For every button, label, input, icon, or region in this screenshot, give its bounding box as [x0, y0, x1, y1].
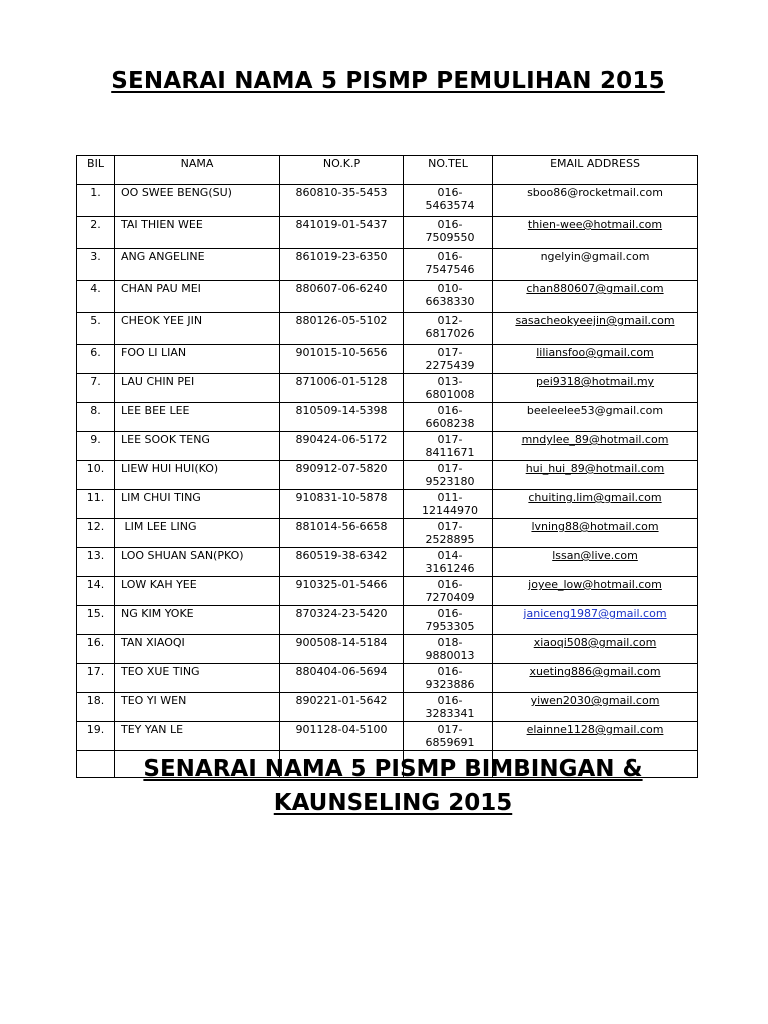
cell-bil: 9.	[77, 432, 115, 461]
cell-notel	[404, 606, 493, 635]
email-link[interactable]: thien-wee@hotmail.com	[527, 218, 663, 231]
cell-nokp: 900508-14-5184	[280, 635, 404, 664]
tel-line-2: 8411671	[425, 446, 475, 459]
cell-notel	[404, 490, 493, 519]
cell-nokp: 890912-07-5820	[280, 461, 404, 490]
cell-bil: 17.	[77, 664, 115, 693]
tel-line-1: 016-	[437, 218, 463, 231]
cell-notel	[404, 217, 493, 249]
table-row	[77, 281, 698, 313]
cell-nokp: 861019-23-6350	[280, 249, 404, 281]
tel-line-1: 017-	[437, 433, 463, 446]
page-title: SENARAI NAMA 5 PISMP PEMULIHAN 2015	[111, 68, 665, 94]
cell-nama: OO SWEE BENG(SU)	[115, 185, 280, 217]
tel-line-1: 016-	[437, 665, 463, 678]
cell-notel	[404, 185, 493, 217]
email-link: ngelyin@gmail.com	[540, 250, 650, 263]
tel-line-1: 017-	[437, 462, 463, 475]
cell-bil: 1.	[77, 185, 115, 217]
email-link[interactable]: janiceng1987@gmail.com	[523, 607, 667, 620]
email-link[interactable]: chan880607@gmail.com	[526, 282, 664, 295]
cell-notel	[404, 577, 493, 606]
tel-line-1: 012-	[437, 314, 463, 327]
cell-email	[493, 403, 698, 432]
email-link: sboo86@rocketmail.com	[527, 186, 663, 199]
cell-nokp: 901128-04-5100	[280, 722, 404, 751]
tel-line-2: 6638330	[425, 295, 475, 308]
table-row	[77, 403, 698, 432]
email-link[interactable]: yiwen2030@gmail.com	[530, 694, 660, 707]
tel-line-2: 7547546	[425, 263, 475, 276]
cell-bil: 4.	[77, 281, 115, 313]
cell-nokp: 810509-14-5398	[280, 403, 404, 432]
cell-nokp: 890221-01-5642	[280, 693, 404, 722]
table-row	[77, 249, 698, 281]
cell-email	[493, 345, 698, 374]
cell-nama: TEY YAN LE	[115, 722, 280, 751]
cell-nokp: 881014-56-6658	[280, 519, 404, 548]
student-list-table	[76, 155, 698, 778]
cell-nokp: 880126-05-5102	[280, 313, 404, 345]
cell-nama: LIM LEE LING	[115, 519, 280, 548]
cell-email	[493, 722, 698, 751]
cell-email	[493, 606, 698, 635]
cell-nokp: 880404-06-5694	[280, 664, 404, 693]
cell-notel	[404, 461, 493, 490]
table-row	[77, 345, 698, 374]
cell-bil: 7.	[77, 374, 115, 403]
cell-notel	[404, 664, 493, 693]
table-row	[77, 693, 698, 722]
cell-bil: 11.	[77, 490, 115, 519]
tel-line-2: 7953305	[425, 620, 475, 633]
cell-email	[493, 313, 698, 345]
cell-nama: LOW KAH YEE	[115, 577, 280, 606]
cell-email	[493, 374, 698, 403]
tel-line-2: 2528895	[425, 533, 475, 546]
tel-line-1: 016-	[437, 250, 463, 263]
cell-bil: 6.	[77, 345, 115, 374]
email-link[interactable]: mndylee_89@hotmail.com	[521, 433, 669, 446]
header-nokp: NO.K.P	[280, 156, 404, 185]
tel-line-2: 9323886	[425, 678, 475, 691]
email-link[interactable]: pei9318@hotmail.my	[535, 375, 655, 388]
cell-nama: FOO LI LIAN	[115, 345, 280, 374]
table-row	[77, 548, 698, 577]
table-row	[77, 432, 698, 461]
cell-email	[493, 548, 698, 577]
cell-email	[493, 249, 698, 281]
tel-line-1: 017-	[437, 723, 463, 736]
cell-nokp: 870324-23-5420	[280, 606, 404, 635]
email-link[interactable]: liliansfoo@gmail.com	[536, 346, 654, 359]
second-title-line2: KAUNSELING 2015	[273, 790, 513, 816]
cell-email	[493, 519, 698, 548]
cell-email	[493, 217, 698, 249]
cell-email	[493, 490, 698, 519]
cell-nama: LIM CHUI TING	[115, 490, 280, 519]
table-row	[77, 490, 698, 519]
cell-bil: 2.	[77, 217, 115, 249]
cell-nama: CHAN PAU MEI	[115, 281, 280, 313]
cell-notel	[404, 345, 493, 374]
cell-nama: NG KIM YOKE	[115, 606, 280, 635]
cell-bil: 15.	[77, 606, 115, 635]
tel-line-1: 016-	[437, 404, 463, 417]
cell-notel	[404, 519, 493, 548]
cell-bil: 10.	[77, 461, 115, 490]
cell-bil: 19.	[77, 722, 115, 751]
table-row	[77, 313, 698, 345]
cell-nokp: 880607-06-6240	[280, 281, 404, 313]
cell-notel	[404, 548, 493, 577]
cell-nokp: 901015-10-5656	[280, 345, 404, 374]
cell-email	[493, 635, 698, 664]
cell-nokp: 910325-01-5466	[280, 577, 404, 606]
cell-nama: LEE BEE LEE	[115, 403, 280, 432]
tel-line-1: 016-	[437, 607, 463, 620]
cell-bil: 14.	[77, 577, 115, 606]
tel-line-2: 9880013	[425, 649, 475, 662]
header-nama: NAMA	[115, 156, 280, 185]
tel-line-2: 6817026	[425, 327, 475, 340]
table-row	[77, 519, 698, 548]
cell-bil: 3.	[77, 249, 115, 281]
table-row	[77, 722, 698, 751]
cell-bil: 13.	[77, 548, 115, 577]
cell-nama: TAI THIEN WEE	[115, 217, 280, 249]
tel-line-2: 6608238	[425, 417, 475, 430]
cell-email	[493, 461, 698, 490]
cell-email	[493, 432, 698, 461]
cell-nokp: 910831-10-5878	[280, 490, 404, 519]
cell-bil: 5.	[77, 313, 115, 345]
tel-line-1: 016-	[437, 578, 463, 591]
email-link[interactable]: lvning88@hotmail.com	[531, 520, 659, 533]
table-row	[77, 185, 698, 217]
cell-nama: TEO YI WEN	[115, 693, 280, 722]
table-row	[77, 664, 698, 693]
cell-notel	[404, 313, 493, 345]
table-body	[77, 185, 698, 778]
second-title-line1: SENARAI NAMA 5 PISMP BIMBINGAN &	[143, 756, 643, 782]
tel-line-2: 3283341	[425, 707, 475, 720]
tel-line-2: 5463574	[425, 199, 475, 212]
tel-line-2: 7509550	[425, 231, 475, 244]
tel-line-1: 014-	[437, 549, 463, 562]
cell-bil: 8.	[77, 403, 115, 432]
cell-bil: 16.	[77, 635, 115, 664]
tel-line-1: 010-	[437, 282, 463, 295]
table-row	[77, 217, 698, 249]
header-bil: BIL	[77, 156, 115, 185]
cell-nama: ANG ANGELINE	[115, 249, 280, 281]
cell-nokp: 890424-06-5172	[280, 432, 404, 461]
tel-line-1: 017-	[437, 520, 463, 533]
table-row	[77, 461, 698, 490]
header-email: EMAIL ADDRESS	[493, 156, 698, 185]
cell-nokp: 860519-38-6342	[280, 548, 404, 577]
cell-nama: LEE SOOK TENG	[115, 432, 280, 461]
cell-nama: LIEW HUI HUI(KO)	[115, 461, 280, 490]
tel-line-2: 9523180	[425, 475, 475, 488]
email-link[interactable]: hui_hui_89@hotmail.com	[525, 462, 665, 475]
cell-nokp: 871006-01-5128	[280, 374, 404, 403]
tel-line-1: 013-	[437, 375, 463, 388]
cell-email	[493, 693, 698, 722]
header-notel: NO.TEL	[404, 156, 493, 185]
cell-nama: TEO XUE TING	[115, 664, 280, 693]
email-link[interactable]: elainne1128@gmail.com	[526, 723, 664, 736]
tel-line-2: 6859691	[425, 736, 475, 749]
cell-nama: LAU CHIN PEI	[115, 374, 280, 403]
cell-notel	[404, 374, 493, 403]
tel-line-2: 3161246	[425, 562, 475, 575]
tel-line-1: 016-	[437, 694, 463, 707]
tel-line-1: 017-	[437, 346, 463, 359]
cell-email	[493, 281, 698, 313]
tel-line-2: 6801008	[425, 388, 475, 401]
table-row	[77, 606, 698, 635]
cell-notel	[404, 281, 493, 313]
tel-line-2: 7270409	[425, 591, 475, 604]
tel-line-2: 12144970	[422, 504, 478, 517]
email-link[interactable]: joyee_low@hotmail.com	[528, 578, 662, 591]
email-link[interactable]: lssan@live.com	[552, 549, 638, 562]
second-title	[60, 752, 726, 820]
table-row	[77, 577, 698, 606]
tel-line-1: 016-	[437, 186, 463, 199]
cell-bil: 12.	[77, 519, 115, 548]
cell-email	[493, 577, 698, 606]
cell-nama: LOO SHUAN SAN(PKO)	[115, 548, 280, 577]
tel-line-1: 018-	[437, 636, 463, 649]
cell-nokp: 841019-01-5437	[280, 217, 404, 249]
email-link: beeleelee53@gmail.com	[526, 404, 664, 417]
cell-nokp: 860810-35-5453	[280, 185, 404, 217]
cell-email	[493, 664, 698, 693]
email-link[interactable]: xiaoqi508@gmail.com	[533, 636, 657, 649]
tel-line-2: 2275439	[425, 359, 475, 372]
cell-notel	[404, 722, 493, 751]
cell-email	[493, 185, 698, 217]
cell-nama: TAN XIAOQI	[115, 635, 280, 664]
cell-bil: 18.	[77, 693, 115, 722]
email-link[interactable]: xueting886@gmail.com	[529, 665, 661, 678]
email-link[interactable]: sasacheokyeejin@gmail.com	[515, 314, 675, 327]
email-link[interactable]: chuiting.lim@gmail.com	[528, 491, 662, 504]
cell-notel	[404, 693, 493, 722]
cell-notel	[404, 432, 493, 461]
cell-notel	[404, 249, 493, 281]
cell-nama: CHEOK YEE JIN	[115, 313, 280, 345]
cell-notel	[404, 635, 493, 664]
tel-line-1: 011-	[437, 491, 463, 504]
table-row	[77, 374, 698, 403]
table-header-row	[77, 156, 698, 185]
cell-notel	[404, 403, 493, 432]
table-row	[77, 635, 698, 664]
